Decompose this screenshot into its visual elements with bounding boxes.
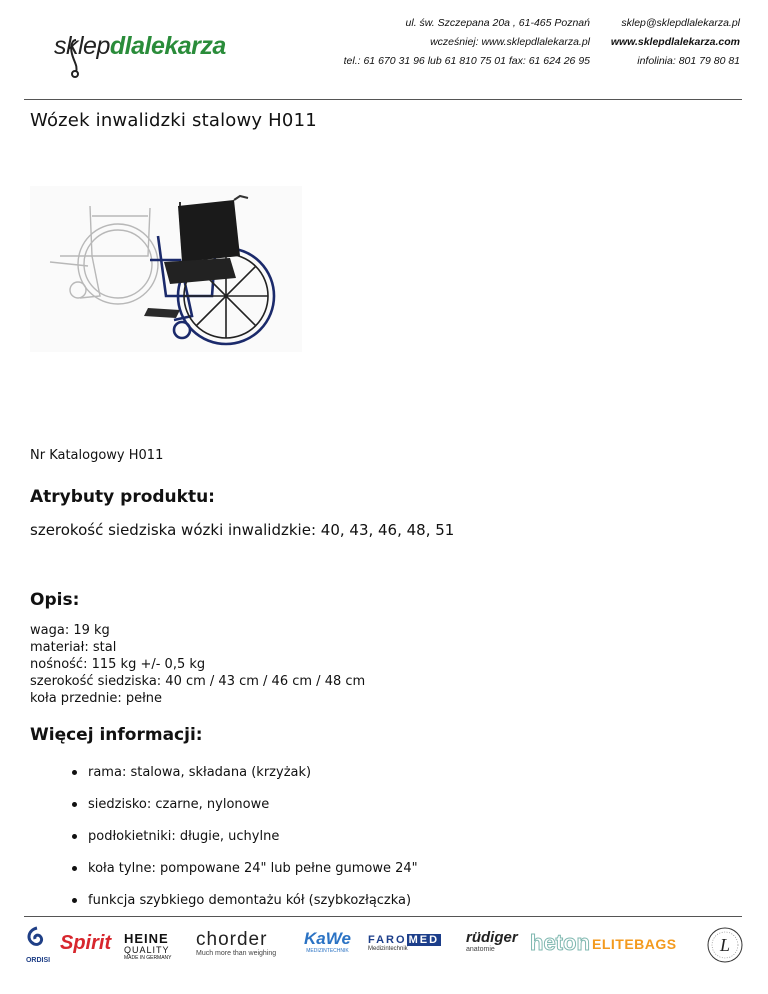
brand-rudiger-sub: anatomie [466,946,495,953]
more-info-list [70,760,418,920]
list-item: funkcja szybkiego demontażu kół (szybkozłączka) [70,888,418,920]
contact-links-block [611,14,740,71]
store-logo[interactable] [24,10,226,70]
description-line: koła przednie: pełne [30,691,163,706]
brand-littmann[interactable] [706,926,744,969]
brand-ordisi-label: ORDISI [25,957,51,964]
brand-heine-quality: QUALITY [124,945,170,955]
hotline-text: infolinia: 801 79 80 81 [637,55,740,67]
brand-chorder[interactable] [196,930,276,957]
list-item: koła tylne: pompowane 24" lub pełne gumowe 24" [70,856,418,888]
list-item: siedzisko: czarne, nylonowe [70,792,418,824]
product-title: Wózek inwalidzki stalowy H011 [30,110,317,131]
website-link[interactable]: www.sklepdlalekarza.com [610,36,740,48]
header-divider [24,99,742,100]
description-line: nośność: 115 kg +/- 0,5 kg [30,657,206,672]
logo-word-lekarza: lekarza [144,32,226,60]
address-text: ul. św. Szczepana 20a , 61-465 Poznań [405,17,590,29]
description-line: waga: 19 kg [30,623,110,638]
footer-divider [24,916,742,917]
brand-kawe-sub: MEDIZINTECHNIK [306,948,349,954]
littmann-seal-icon [706,926,744,964]
attributes-heading: Atrybuty produktu: [30,487,215,507]
brand-rudiger[interactable] [466,930,518,953]
list-item: rama: stalowa, składana (krzyżak) [70,760,418,792]
logo-word-sklep: sklep [54,32,110,60]
description-heading: Opis: [30,590,80,610]
list-item: podłokietniki: długie, uchylne [70,824,418,856]
brand-heton[interactable]: heton [530,930,590,955]
more-info-heading: Więcej informacji: [30,725,203,745]
description-line: szerokość siedziska: 40 cm / 43 cm / 46 cm / 48 cm [30,674,366,689]
product-image [30,186,302,352]
site-header [0,0,768,100]
brand-chorder-tag: Much more than weighing [196,950,277,957]
description-line: materiał: stal [30,640,117,655]
email-link[interactable]: sklep@sklepdlalekarza.pl [621,17,740,29]
catalog-number: Nr Katalogowy H011 [30,448,164,463]
brand-littmann-letter: L [719,935,731,955]
logo-wordmark [54,32,226,61]
brand-logos-footer [20,926,750,986]
brand-kawe-label: KaWe [304,929,351,948]
logo-word-dla: dla [109,32,145,60]
brand-ordisi[interactable] [22,926,54,964]
brand-chorder-label: chorder [196,929,268,950]
wheelchair-illustration [30,186,302,352]
brand-elitebags[interactable]: ELITEBAGS [592,936,677,952]
brand-rudiger-label: rüdiger [466,929,518,946]
brand-kawe[interactable] [304,930,351,954]
phones-text: tel.: 61 670 31 96 lub 61 810 75 01 fax: 61 624 26 95 [343,55,590,67]
attributes-text: szerokość siedziska wózki inwalidzkie: 40, 43, 46, 48, 51 [30,521,455,539]
brand-faromed-med: MED [408,934,440,946]
contact-block [344,14,590,71]
description-text [30,622,365,707]
earlier-website-text: wcześniej: www.sklepdlalekarza.pl [430,36,590,48]
brand-faromed-faro: FARO [368,934,407,946]
brand-heine[interactable] [124,932,172,962]
brand-heine-made: MADE IN GERMANY [124,955,172,961]
brand-heine-label: HEINE [124,931,169,946]
brand-spirit[interactable]: Spirit [60,932,112,954]
brand-faromed-sub: Medizintechnik [368,946,408,952]
brand-faromed[interactable] [368,934,441,952]
ordisi-swirl-icon [22,926,52,952]
